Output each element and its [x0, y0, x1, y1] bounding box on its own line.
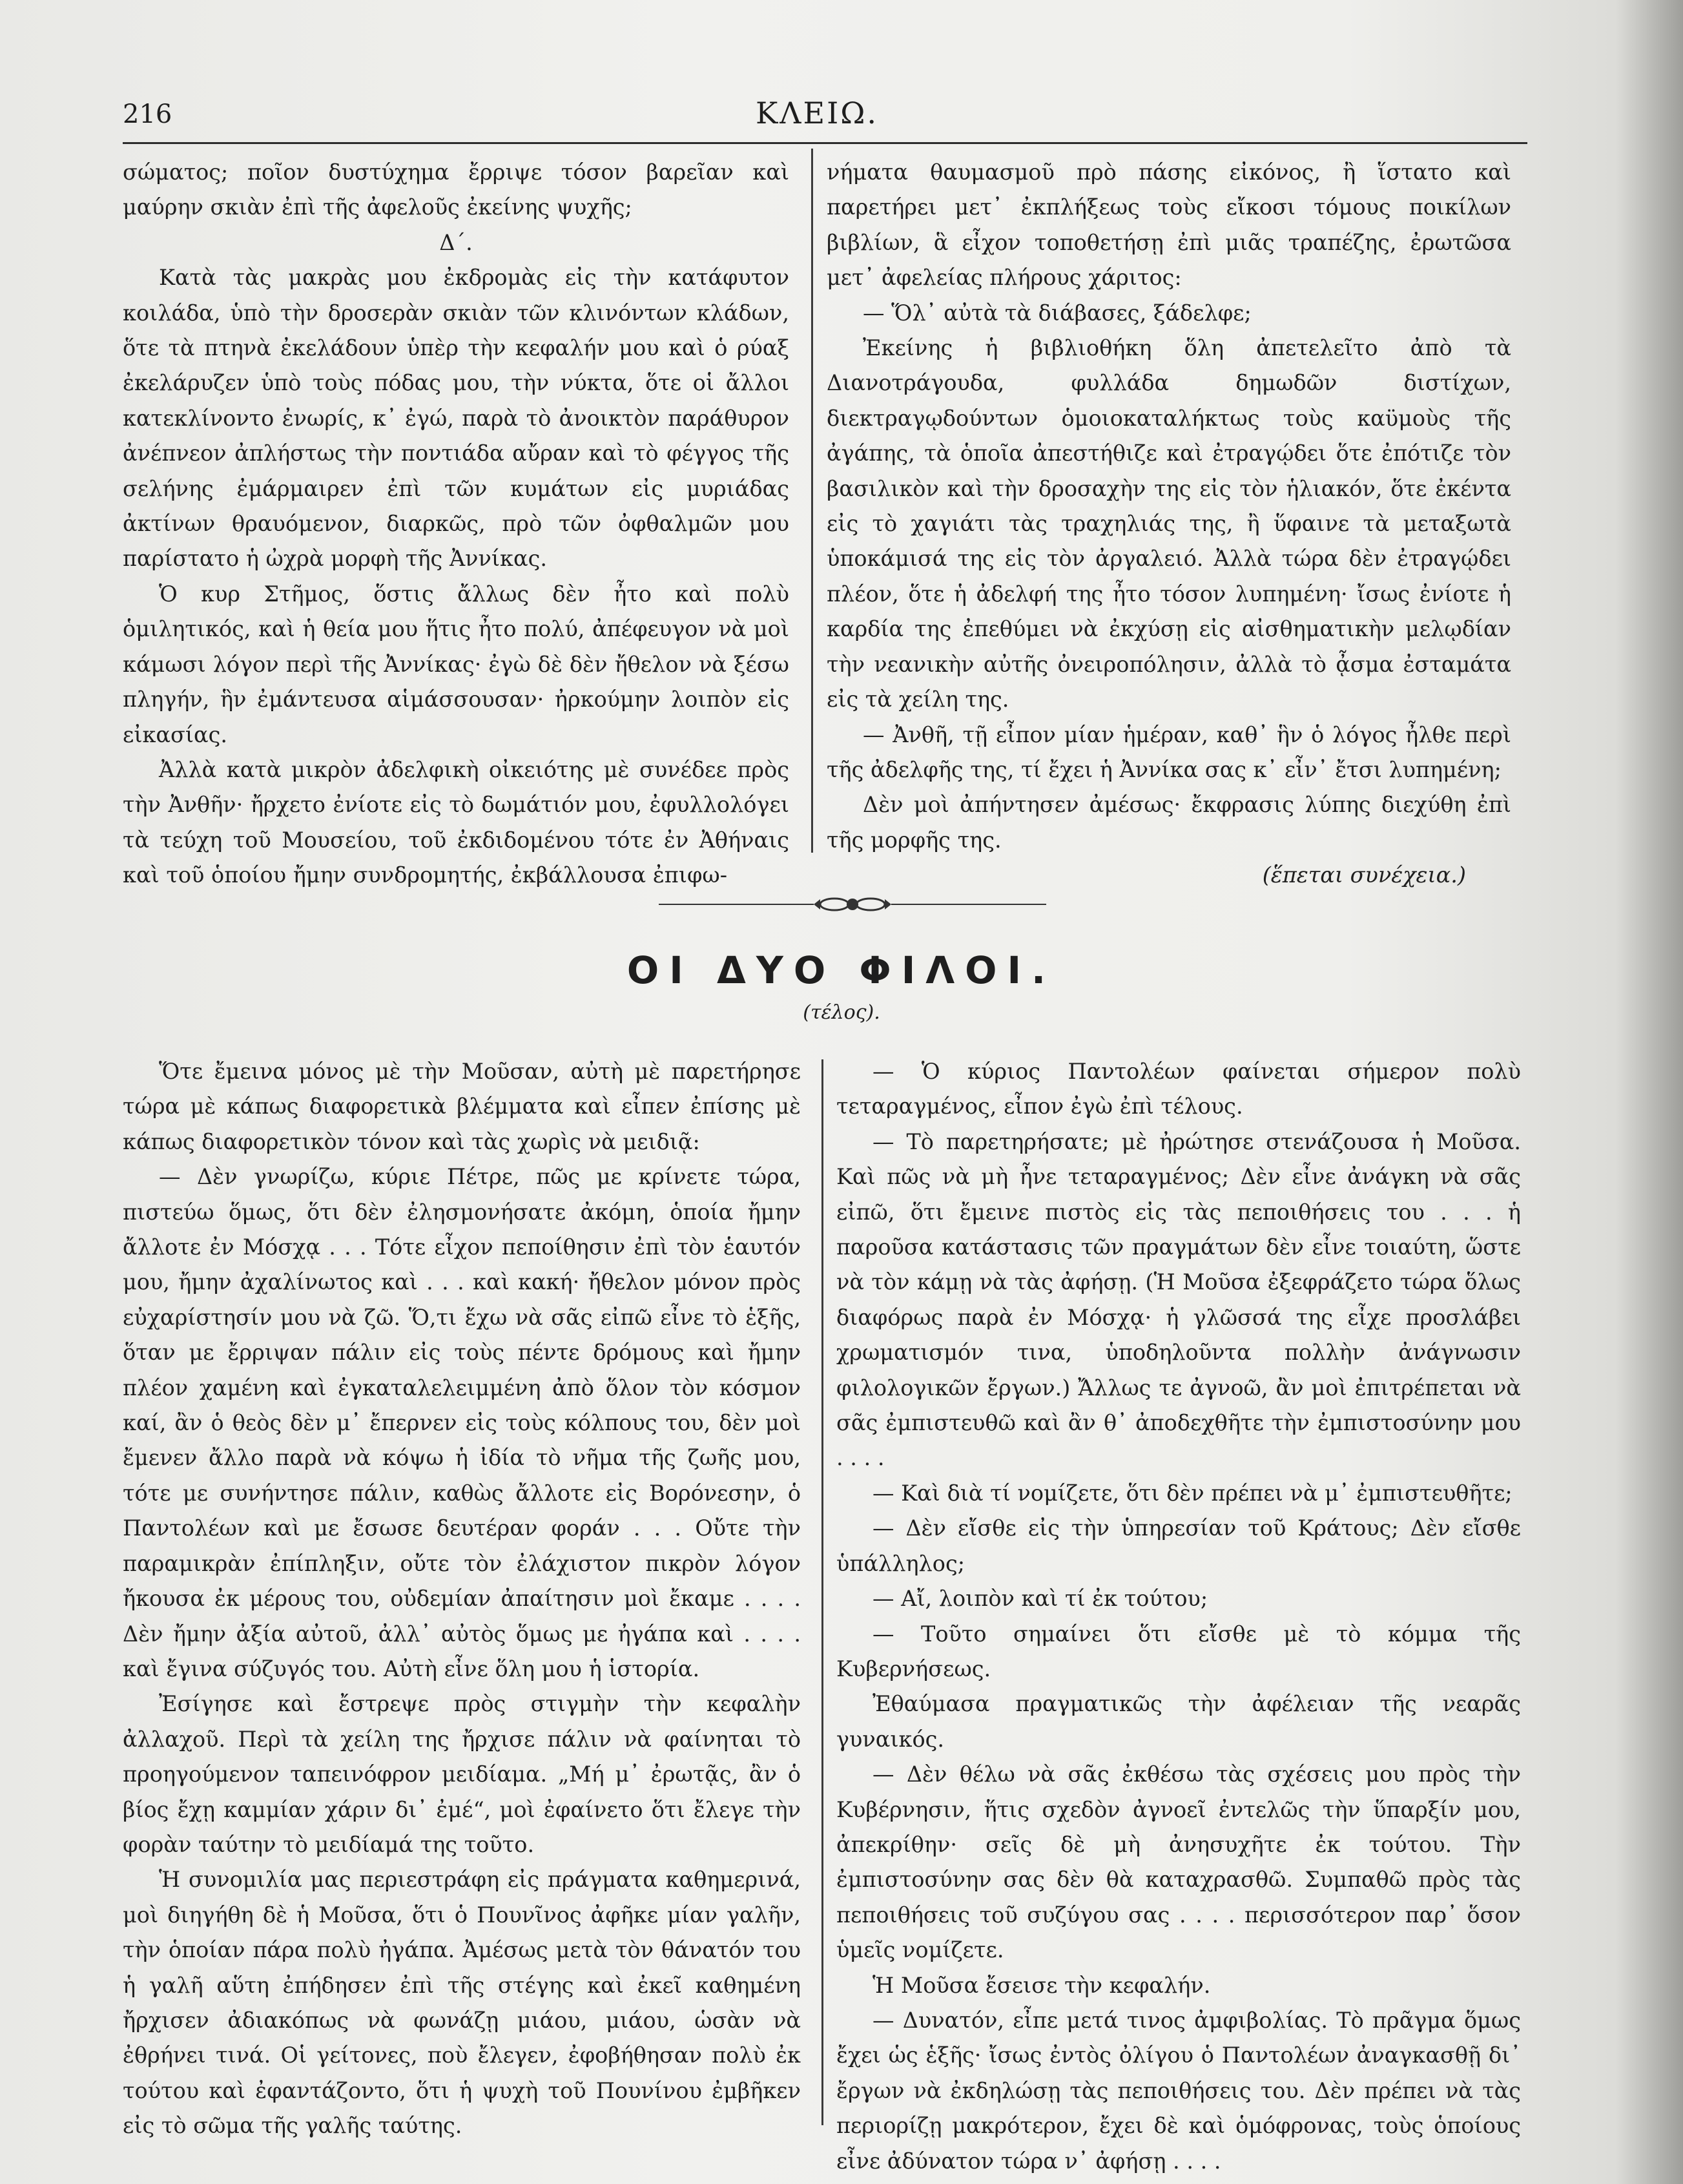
- paragraph: Κατὰ τὰς μακρὰς μου ἐκδρομὰς εἰς τὴν κατάφυτον κοιλάδα, ὑπὸ τὴν δροσερὰν σκιὰν τῶν κλινόντων κλάδων, ὅτε τὰ πτηνὰ ἐκελάδουν ὑπὲρ τὴν κεφαλήν μου καὶ ὁ ρύαξ ἐκελάρυζεν ὑπὸ τοὺς πόδας μου, τὴν νύκτα, ὅτε οἱ ἄλλοι κατεκλίνοντο ἐνωρίς, κ᾿ ἐγώ, παρὰ τὸ ἀνοικτὸν παράθυρον ἀνέπνεον ἀπλήστως τὴν ποντιάδα αὔραν καὶ τὸ φέγγος τῆς σελήνης ἐμάρμαιρεν ἐπὶ τῶν κυμάτων εἰς μυριάδας ἀκτίνων θραυόμενον, διαρκῶς, πρὸ τῶν ὀφθαλμῶν μου παρίστατο ἡ ὠχρὰ μορφὴ τῆς Ἀννίκας.: [123, 265, 789, 572]
- paragraph: Ἡ συνομιλία μας περιεστράφη εἰς πράγματα καθημερινά, μοὶ διηγήθη δὲ ἡ Μοῦσα, ὅτι ὁ Πουνῖνος ἀφῆκε μίαν γαλῆν, τὴν ὁποίαν πάρα πολὺ ἠγάπα. Ἀμέσως μετὰ τὸν θάνατόν του ἡ γαλῆ αὕτη ἐπήδησεν ἐπὶ τῆς στέγης καὶ ἐκεῖ καθημένη ἤρχισεν ἀδιακόπως νὰ φωνάζῃ μιάου, μιάου, ὡσὰν νὰ ἐθρήνει τινά. Οἱ γείτονες, ποὺ ἔλεγεν, ἐφοβήθησαν πολὺ ἐκ τούτου καὶ ἐφαντάζοντο, ὅτι ἡ ψυχὴ τοῦ Πουνίνου ἐμβῆκεν εἰς τὸ σῶμα τῆς γαλῆς ταύτης.: [123, 1867, 801, 2139]
- ornament-divider: [659, 891, 1046, 917]
- running-title: ΚΛΕΙΩ.: [755, 96, 879, 130]
- column-divider-bottom: [821, 1059, 823, 2125]
- paragraph: Ὅτε ἔμεινα μόνος μὲ τὴν Μοῦσαν, αὐτὴ μὲ παρετήρησε τώρα μὲ κάπως διαφορετικὰ βλέμματα καὶ εἶπεν ἐπίσης μὲ κάπως διαφορετικὸν τόνον καὶ τὰς χωρὶς νὰ μειδιᾷ:: [123, 1059, 801, 1154]
- paragraph: Ἐκείνης ἡ βιβλιοθήκη ὅλη ἀπετελεῖτο ἀπὸ τὰ Διανοτράγουδα, φυλλάδα δημωδῶν διστίχων, διεκτραγῳδούντων ὁμοιοκαταλήκτως τοὺς καϋμοὺς τῆς ἀγάπης, τὰ ὁποῖα ἀπεστήθιζε καὶ ἐτραγῴδει ὅτε ἐπότιζε τὸν βασιλικὸν καὶ τὴν δροσαχὴν της εἰς τὸν ἡλιακόν, ὅτε ἐκέντα εἰς τὸ χαγιάτι τὰς τραχηλιάς της, ἢ ὕφαινε τὰ μεταξωτὰ ὑποκάμισά της εἰς τὸν ἀργαλειό. Ἀλλὰ τώρα δὲν ἐτραγῴδει πλέον, ὅτε ἡ ἀδελφή της ἦτο τόσον λυπημένη· ἴσως ἐνίοτε ἡ καρδία της ἐπεθύμει νὰ ἐκχύσῃ εἰς αἰσθηματικὴν μελῳδίαν τὴν νεανικὴν αὐτῆς ὀνειροπόλησιν, ἀλλὰ τὸ ᾆσμα ἐσταμάτα εἰς τὰ χείλη της.: [827, 335, 1511, 712]
- paragraph: — Δὲν θέλω νὰ σᾶς ἐκθέσω τὰς σχέσεις μου πρὸς τὴν Κυβέρνησιν, ἥτις σχεδὸν ἀγνοεῖ ἐντελῶς τὴν ὕπαρξίν μου, ἀπεκρίθην· σεῖς δὲ μὴ ἀνησυχῆτε ἐκ τούτου. Τὴν ἐμπιστοσύνην σας δὲν θὰ καταχρασθῶ. Συμπαθῶ πρὸς τὰς πεποιθήσεις τοῦ συζύγου σας . . . . περισσότερον παρ᾿ ὅσον ὑμεῖς νομίζετε.: [836, 1762, 1521, 1963]
- paragraph: — Δὲν εἴσθε εἰς τὴν ὑπηρεσίαν τοῦ Κράτους; Δὲν εἴσθε ὑπάλληλος;: [836, 1515, 1521, 1576]
- paragraph: — Τὸ παρετηρήσατε; μὲ ἠρώτησε στενάζουσα ἡ Μοῦσα. Καὶ πῶς νὰ μὴ ἦνε τεταραγμένος; Δὲν εἶνε ἀνάγκη νὰ σᾶς εἰπῶ, ὅτι ἔμεινε πιστὸς εἰς τὰς πεποιθήσεις του . . . ἡ παροῦσα κατάστασις τῶν πραγμάτων δὲν εἶνε τοιαύτη, ὥστε νὰ τὸν κάμῃ νὰ τὰς ἀφήσῃ. (Ἡ Μοῦσα ἐξεφράζετο τώρα ὅλως διαφόρως παρὰ ἐν Μόσχᾳ· ἡ γλῶσσά της εἶχε προσλάβει χρωματισμόν τινα, ὑποδηλοῦντα πολλὴν ἀνάγνωσιν φιλολογικῶν ἔργων.) Ἄλλως τε ἀγνοῶ, ἂν μοὶ ἐπιτρέπεται νὰ σᾶς ἐμπιστευθῶ καὶ ἂν θ᾿ ἀποδεχθῆτε τὴν ἐμπιστοσύνην μου . . . .: [836, 1128, 1521, 1471]
- article-title: ΟΙ ΔΥΟ ΦΙΛΟΙ.: [626, 948, 1057, 992]
- bottom-left-column: [123, 1054, 801, 2144]
- paragraph: Ὁ κυρ Στῆμος, ὅστις ἄλλως δὲν ἦτο καὶ πολὺ ὁμιλητικός, καὶ ἡ θεία μου ἥτις ἦτο πολύ, ἀπέφευγον νὰ μοὶ κάμωσι λόγον περὶ τῆς Ἀννίκας· ἐγὼ δὲ δὲν ἤθελον νὰ ξέσω πληγήν, ἣν ἐμάντευσα αἱμάσσουσαν· ἠρκούμην λοιπὸν εἰς εἰκασίας.: [123, 581, 789, 747]
- paragraph: Ἐθαύμασα πραγματικῶς τὴν ἀφέλειαν τῆς νεαρᾶς γυναικός.: [836, 1691, 1521, 1752]
- paragraph: σώματος; ποῖον δυστύχημα ἔρριψε τόσον βαρεῖαν καὶ μαύρην σκιὰν ἐπὶ τῆς ἀφελοῦς ἐκείνης ψυχῆς;: [123, 160, 789, 220]
- paragraph: νήματα θαυμασμοῦ πρὸ πάσης εἰκόνος, ἢ ἵστατο καὶ παρετήρει μετ᾿ ἐκπλήξεως τοὺς εἴκοσι τόμους ποικίλων βιβλίων, ἃ εἶχον τοποθετήσῃ ἐπὶ μιᾶς τραπέζης, ἐρωτῶσα μετ᾿ ἀφελείας πλήρους χάριτος:: [827, 160, 1511, 291]
- paragraph: — Ὅλ᾿ αὐτὰ τὰ διάβασες, ξάδελφε;: [863, 300, 1252, 326]
- paragraph: — Τοῦτο σημαίνει ὅτι εἴσθε μὲ τὸ κόμμα τῆς Κυβερνήσεως.: [836, 1621, 1521, 1681]
- header-rule: [123, 142, 1527, 144]
- paragraph: — Δυνατόν, εἶπε μετά τινος ἀμφιβολίας. Τὸ πρᾶγμα ὅμως ἔχει ὡς ἑξῆς· ἴσως ἐντὸς ὀλίγου ὁ Παντολέων ἀναγκασθῇ δι᾿ ἔργων νὰ ἐκδηλώσῃ τὰς πεποιθήσεις του. Δὲν πρέπει νὰ τὰς περιορίζῃ μακρότερον, ἔχει δὲ καὶ ὁμόφρονας, τοὺς ὁποίους εἶνε ἀδύνατον τώρα ν᾿ ἀφήσῃ . . . .: [836, 2007, 1521, 2174]
- page-number: 216: [123, 99, 172, 129]
- top-left-column: [123, 155, 789, 893]
- paragraph: Ἡ Μοῦσα ἔσεισε τὴν κεφαλήν.: [872, 1972, 1211, 1998]
- article-subtitle: (τέλος).: [803, 1001, 880, 1024]
- paragraph: — Δὲν γνωρίζω, κύριε Πέτρε, πῶς με κρίνετε τώρα, πιστεύω ὅμως, ὅτι δὲν ἐλησμονήσατε ἀκόμη, ὁποία ἤμην ἄλλοτε ἐν Μόσχᾳ . . . Τότε εἶχον πεποίθησιν ἐπὶ τὸν ἑαυτόν μου, ἤμην ἀχαλίνωτος καὶ . . . καὶ κακή· ἤθελον μόνον πρὸς εὐχαρίστησίν μου νὰ ζῶ. Ὅ,τι ἔχω νὰ σᾶς εἰπῶ εἶνε τὸ ἑξῆς, ὅταν με ἔρριψαν πάλιν εἰς τοὺς πέντε δρόμους καὶ ἤμην πλέον χαμένη καὶ ἐγκαταλελειμμένη ἀπὸ ὅλον τὸν κόσμον καί, ἂν ὁ θεὸς δὲν μ᾿ ἔπερνεν εἰς τοὺς κόλπους του, δὲν μοὶ ἔμενεν ἄλλο παρὰ νὰ κόψω ἡ ἰδία τὸ νῆμα τῆς ζωῆς μου, τότε με συνήντησε πάλιν, καθὼς ἄλλοτε εἰς Βορόνεσην, ὁ Παντολέων καὶ με ἔσωσε δευτέραν φοράν . . . Οὔτε τὴν παραμικρὰν ἐπίπληξιν, οὔτε τὸν ἐλάχιστον πικρὸν λόγον ἤκουσα ἐκ μέρους του, οὐδεμίαν ἀπαίτησιν μοὶ ἔκαμε . . . . Δὲν ἤμην ἀξία αὐτοῦ, ἀλλ᾿ αὐτὸς ὅμως με ἠγάπα καὶ . . . . καὶ ἔγινα σύζυγός του. Αὐτὴ εἶνε ὅλη μου ἡ ἱστορία.: [123, 1164, 801, 1681]
- page-header: [123, 90, 1511, 142]
- column-divider-top: [811, 149, 813, 853]
- paragraph: — Ἀνθῆ, τῇ εἶπον μίαν ἡμέραν, καθ᾿ ἣν ὁ λόγος ἦλθε περὶ τῆς ἀδελφῆς της, τί ἔχει ἡ Ἀννίκα σας κ᾿ εἶν᾿ ἔτσι λυπημένη;: [827, 722, 1511, 782]
- paragraph: Δὲν μοὶ ἀπήντησεν ἀμέσως· ἔκφρασις λύπης διεχύθη ἐπὶ τῆς μορφῆς της.: [827, 792, 1511, 853]
- paragraph: — Καὶ διὰ τί νομίζετε, ὅτι δὲν πρέπει νὰ μ᾿ ἐμπιστευθῆτε;: [872, 1480, 1513, 1506]
- bottom-right-column: [836, 1054, 1521, 2179]
- paragraph: Ἐσίγησε καὶ ἔστρεψε πρὸς στιγμὴν τὴν κεφαλὴν ἀλλαχοῦ. Περὶ τὰ χείλη της ἤρχισε πάλιν νὰ φαίνηται τὸ προηγούμενον ταπεινόφρον μειδίαμα. „Μή μ᾿ ἐρωτᾷς, ἂν ὁ βίος ἔχῃ καμμίαν χάριν δι᾿ ἐμέ“, μοὶ ἐφαίνετο ὅτι ἔλεγε τὴν φορὰν ταύτην τὸ μειδίαμά της τοῦτο.: [123, 1691, 801, 1857]
- top-right-column: [827, 155, 1511, 893]
- paragraph: Δ΄.: [439, 229, 473, 255]
- paragraph: — Ὁ κύριος Παντολέων φαίνεται σήμερον πολὺ τεταραγμένος, εἶπον ἐγὼ ἐπὶ τέλους.: [836, 1059, 1521, 1119]
- paragraph: Ἀλλὰ κατὰ μικρὸν ἀδελφικὴ οἰκειότης μὲ συνέδεε πρὸς τὴν Ἀνθῆν· ἤρχετο ἐνίοτε εἰς τὸ δωμάτιόν μου, ἐφυλλολόγει τὰ τεύχη τοῦ Μουσείου, τοῦ ἐκδιδομένου τότε ἐν Ἀθήναις καὶ τοῦ ὁποίου ἤμην συνδρομητής, ἐκβάλλουσα ἐπιφω-: [123, 756, 789, 888]
- paragraph: (ἕπεται συνέχεια.): [1262, 862, 1466, 888]
- paragraph: — Αἴ, λοιπὸν καὶ τί ἐκ τούτου;: [872, 1586, 1208, 1612]
